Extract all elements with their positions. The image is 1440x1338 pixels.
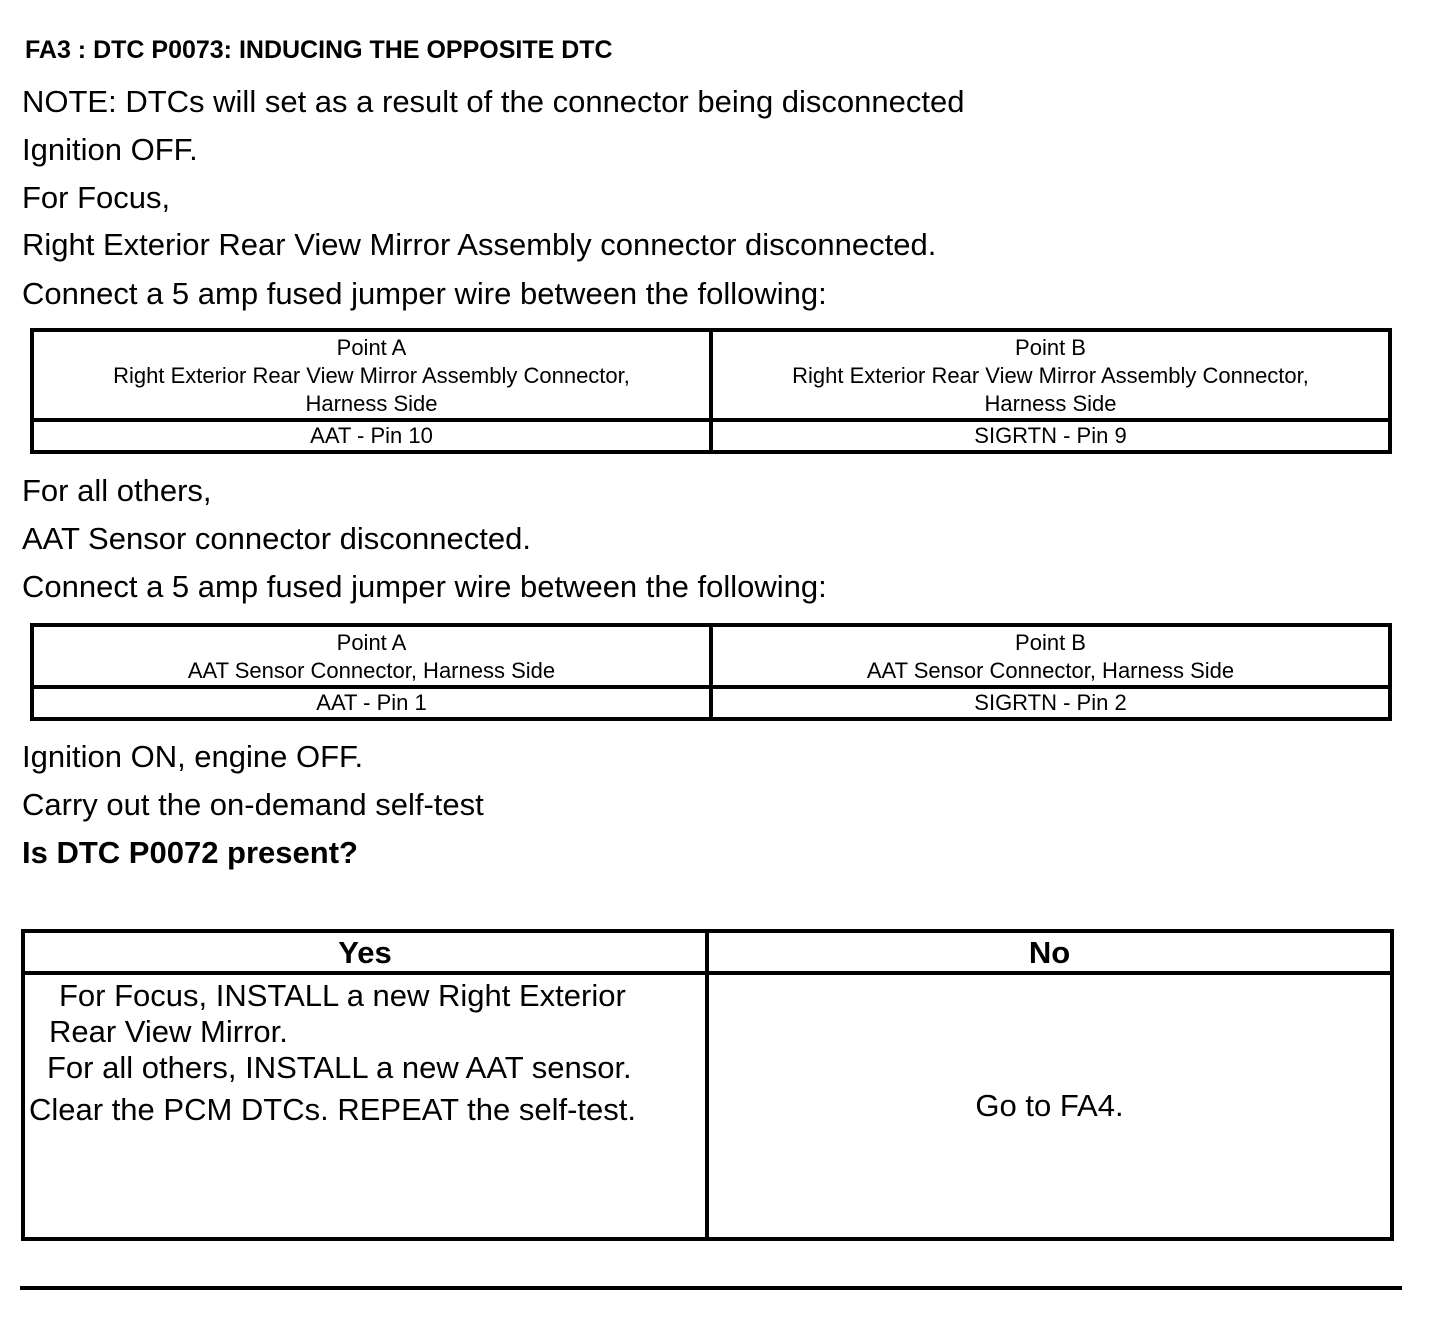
- point-b-description-side: Harness Side: [984, 391, 1117, 416]
- focus-point-a-pin: AAT - Pin 10: [32, 420, 711, 452]
- others-point-a-pin: AAT - Pin 1: [32, 687, 711, 719]
- yes-action-line: For Focus, INSTALL a new Right Exterior: [59, 978, 626, 1013]
- focus-jumper-table: [30, 328, 1392, 454]
- self-test-step: Carry out the on-demand self-test: [22, 787, 484, 822]
- others-point-b-pin: SIGRTN - Pin 2: [711, 687, 1390, 719]
- point-b-label: Point B: [1015, 630, 1086, 655]
- yes-action-line: For all others, INSTALL a new AAT sensor.: [47, 1050, 632, 1085]
- others-jumper-table: [30, 623, 1392, 721]
- yes-action-line: Clear the PCM DTCs. REPEAT the self-test.: [29, 1092, 636, 1127]
- point-b-label: Point B: [1015, 335, 1086, 360]
- result-table: [21, 929, 1394, 1241]
- focus-point-b-header: [711, 330, 1390, 420]
- yes-header: Yes: [23, 931, 707, 973]
- others-point-b-header: [711, 625, 1390, 687]
- point-a-description: AAT Sensor Connector, Harness Side: [187, 658, 556, 683]
- yes-action-line: Rear View Mirror.: [49, 1014, 288, 1049]
- focus-point-b-pin: SIGRTN - Pin 9: [711, 420, 1390, 452]
- point-b-description: Right Exterior Rear View Mirror Assembly Connector,: [792, 363, 1309, 388]
- point-a-label: Point A: [336, 630, 407, 655]
- test-question: Is DTC P0072 present?: [22, 835, 358, 870]
- for-all-others-label: For all others,: [22, 473, 212, 508]
- for-focus-label: For Focus,: [22, 180, 171, 215]
- no-header: No: [707, 931, 1392, 973]
- no-action-cell: [707, 973, 1392, 1239]
- connect-jumper-others-step: Connect a 5 amp fused jumper wire between the following:: [22, 569, 827, 604]
- aat-connector-step: AAT Sensor connector disconnected.: [22, 521, 531, 556]
- note-text: NOTE: DTCs will set as a result of the connector being disconnected: [22, 84, 965, 119]
- focus-connector-step: Right Exterior Rear View Mirror Assembly connector disconnected.: [22, 227, 937, 262]
- point-a-description: Right Exterior Rear View Mirror Assembly Connector,: [113, 363, 630, 388]
- no-action-text: Go to FA4.: [975, 1088, 1124, 1123]
- bottom-divider: [20, 1286, 1402, 1290]
- page-title: FA3 : DTC P0073: INDUCING THE OPPOSITE DTC: [25, 36, 613, 64]
- ignition-on-step: Ignition ON, engine OFF.: [22, 739, 364, 774]
- focus-point-a-header: [32, 330, 711, 420]
- ignition-off-step: Ignition OFF.: [22, 132, 198, 167]
- point-a-description-side: Harness Side: [305, 391, 438, 416]
- others-point-a-header: [32, 625, 711, 687]
- yes-action-cell: [23, 973, 707, 1239]
- point-a-label: Point A: [336, 335, 407, 360]
- point-b-description: AAT Sensor Connector, Harness Side: [866, 658, 1235, 683]
- connect-jumper-focus-step: Connect a 5 amp fused jumper wire between the following:: [22, 276, 827, 311]
